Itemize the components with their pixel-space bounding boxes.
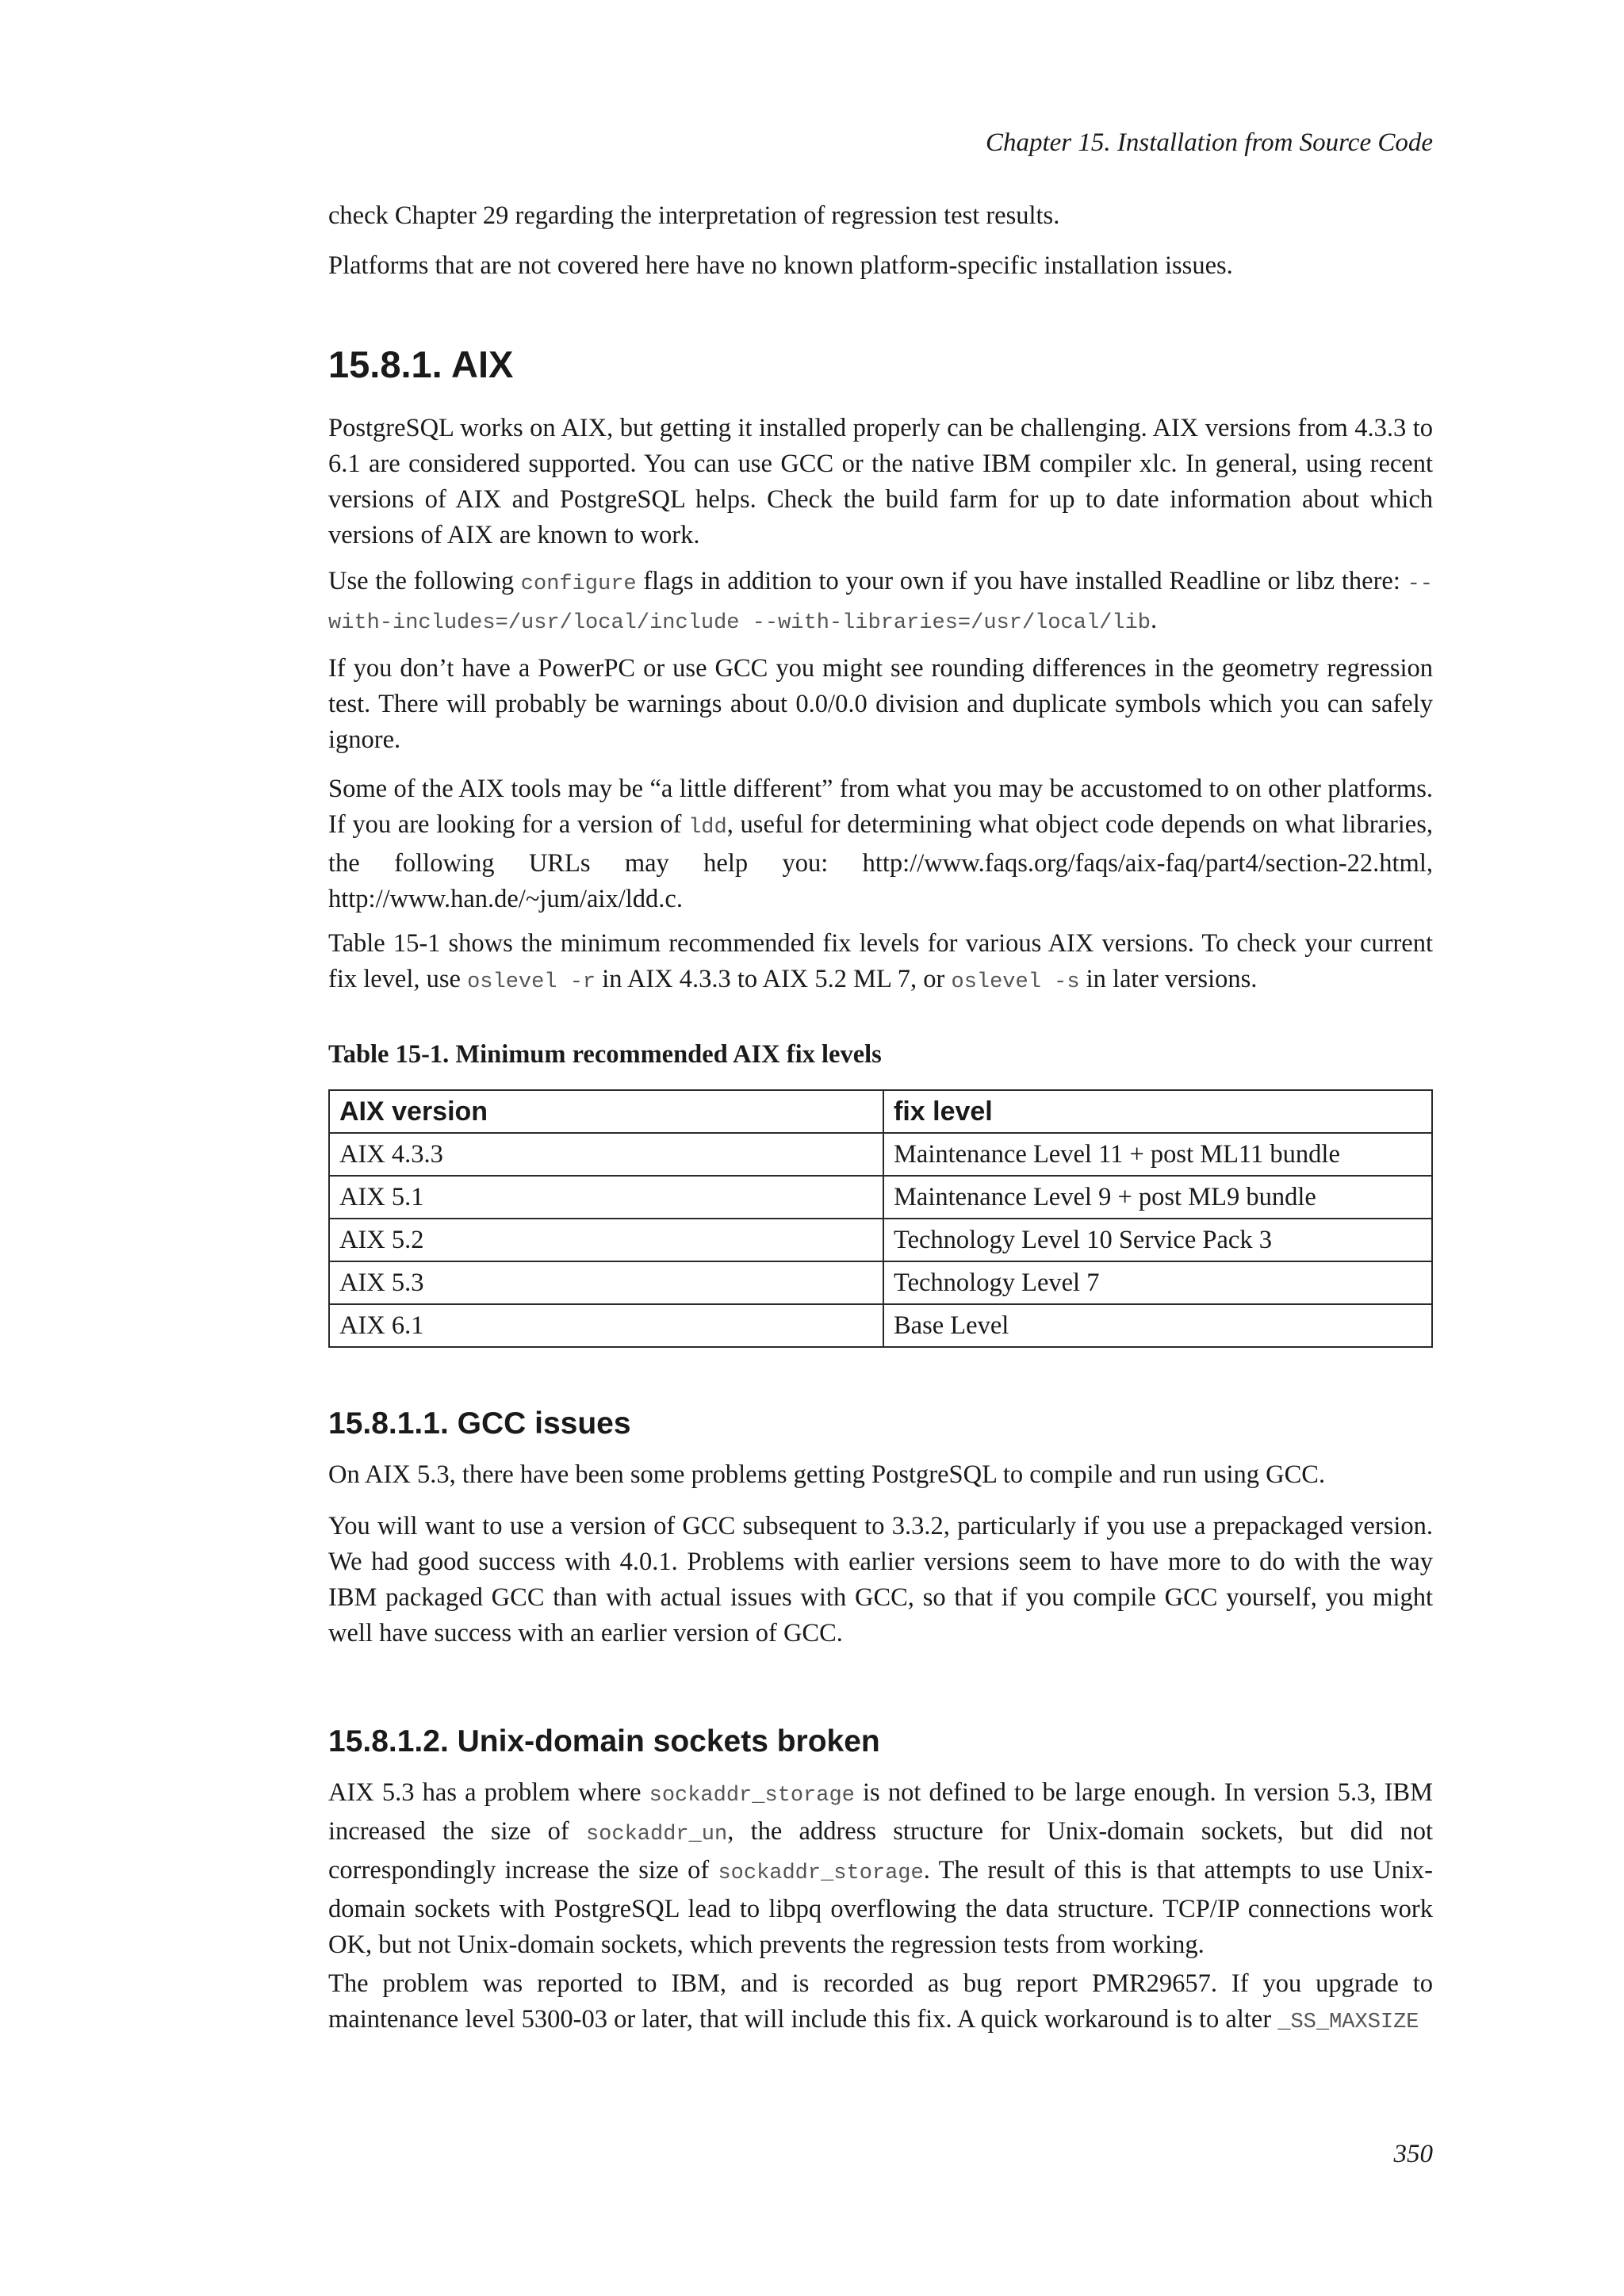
text-run: flags in addition to your own if you have installed Readline or libz there: [636, 567, 1408, 595]
intro-paragraph-1: check Chapter 29 regarding the interpretation of regression test results. [328, 201, 1060, 230]
table-row [329, 1219, 1432, 1261]
table-cell: AIX 5.3 [329, 1261, 883, 1304]
aix-paragraph-2 [328, 564, 1433, 641]
table-cell: Technology Level 7 [883, 1261, 1432, 1304]
aix-paragraph-3: If you don’t have a PowerPC or use GCC you might see rounding differences in the geometry regression test. There will probably be warnings about 0.0/0.0 division and duplicate symbols which you can safely ignore. [328, 654, 1433, 754]
code-sockaddr-storage: sockaddr_storage [649, 1784, 855, 1808]
text-run: . [1150, 606, 1158, 634]
text-run: . The result of this is that attempts to use Unix-domain sockets with PostgreSQL lead to libpq overflowing the data structure. TCP/IP connections work OK, but not Unix-domain sockets, which prevents the regression tests from working. [328, 1856, 1433, 1959]
sockets-paragraph-1 [328, 1775, 1433, 1963]
code-configure-flags: --with-includes=/usr/local/include --with-libraries=/usr/local/lib [328, 572, 1433, 635]
column-header-aix-version: AIX version [329, 1090, 883, 1133]
intro-paragraph-2: Platforms that are not covered here have no known platform-specific installation issues. [328, 251, 1233, 280]
gcc-paragraph-2: You will want to use a version of GCC subsequent to 3.3.2, particularly if you use a prepackaged version. We had good success with 4.0.1. Problems with earlier versions seem to have more to do with the way IBM packaged GCC than with actual issues with GCC, so that if you compile GCC yourself, you might well have success with an earlier version of GCC. [328, 1512, 1433, 1647]
table-cell: AIX 5.1 [329, 1176, 883, 1219]
code-sockaddr-storage: sockaddr_storage [718, 1862, 924, 1885]
subsection-heading-gcc: 15.8.1.1. GCC issues [328, 1406, 631, 1441]
column-header-fix-level: fix level [883, 1090, 1432, 1133]
aix-paragraph-1: PostgreSQL works on AIX, but getting it installed properly can be challenging. AIX versions from 4.3.3 to 6.1 are considered supported. You can use GCC or the native IBM compiler xlc. In general, using recent versions of AIX and PostgreSQL helps. Check the build farm for up to date information about which versions of AIX are known to work. [328, 414, 1433, 549]
table-title: Table 15-1. Minimum recommended AIX fix levels [328, 1040, 882, 1069]
text-run: in later versions. [1079, 965, 1258, 993]
table-cell: Technology Level 10 Service Pack 3 [883, 1219, 1432, 1261]
code-configure: configure [520, 572, 637, 596]
page-number: 350 [1393, 2140, 1433, 2168]
code-oslevel-s: oslevel -s [951, 970, 1080, 994]
table-cell: AIX 4.3.3 [329, 1133, 883, 1176]
table-cell: Maintenance Level 9 + post ML9 bundle [883, 1176, 1432, 1219]
text-run: is not defined to be large enough. In version 5.3, IBM increased the size of [328, 1778, 1433, 1846]
table-header-row [329, 1090, 1432, 1133]
text-run: Use the following [328, 567, 521, 595]
table-row [329, 1261, 1432, 1304]
code-ldd: ldd [688, 816, 727, 840]
fix-levels-table [328, 1089, 1433, 1348]
table-cell: Base Level [883, 1304, 1432, 1347]
code-ss-maxsize: _SS_MAXSIZE [1277, 2011, 1419, 2034]
code-sockaddr-un: sockaddr_un [585, 1823, 728, 1846]
subsection-heading-sockets: 15.8.1.2. Unix-domain sockets broken [328, 1724, 880, 1758]
table-row [329, 1304, 1432, 1347]
text-run: AIX 5.3 has a problem where [328, 1778, 649, 1807]
table-cell: Maintenance Level 11 + post ML11 bundle [883, 1133, 1432, 1176]
text-run: , the address structure for Unix-domain sockets, but did not correspondingly increase the size of [328, 1817, 1433, 1885]
code-oslevel-r: oslevel -r [467, 970, 596, 994]
table-cell: AIX 5.2 [329, 1219, 883, 1261]
aix-paragraph-4 [328, 771, 1433, 917]
table-cell: AIX 6.1 [329, 1304, 883, 1347]
sockets-paragraph-2 [328, 1966, 1433, 2041]
text-run: in AIX 4.3.3 to AIX 5.2 ML 7, or [596, 965, 952, 993]
text-run: The problem was reported to IBM, and is recorded as bug report PMR29657. If you upgrade to maintenance level 5300-03 or later, that will include this fix. A quick workaround is to alter [328, 1969, 1433, 2034]
text-run: , useful for determining what object code depends on what libraries, the following URLs may help you: http://www.faqs.org/faqs/aix-faq/part4/section-22.html, http://www.han.de/~jum/aix/ldd.c. [328, 810, 1433, 913]
aix-paragraph-5 [328, 926, 1433, 1001]
gcc-paragraph-1: On AIX 5.3, there have been some problems getting PostgreSQL to compile and run using GCC. [328, 1460, 1326, 1489]
text-run: Some of the AIX tools may be “a little different” from what you may be accustomed to on other platforms. If you are looking for a version of [328, 775, 1433, 839]
table-row [329, 1133, 1432, 1176]
table-row [329, 1176, 1432, 1219]
section-heading-aix: 15.8.1. AIX [328, 343, 514, 385]
running-head: Chapter 15. Installation from Source Code [985, 128, 1433, 157]
text-run: Table 15-1 shows the minimum recommended fix levels for various AIX versions. To check your current fix level, use [328, 929, 1433, 993]
